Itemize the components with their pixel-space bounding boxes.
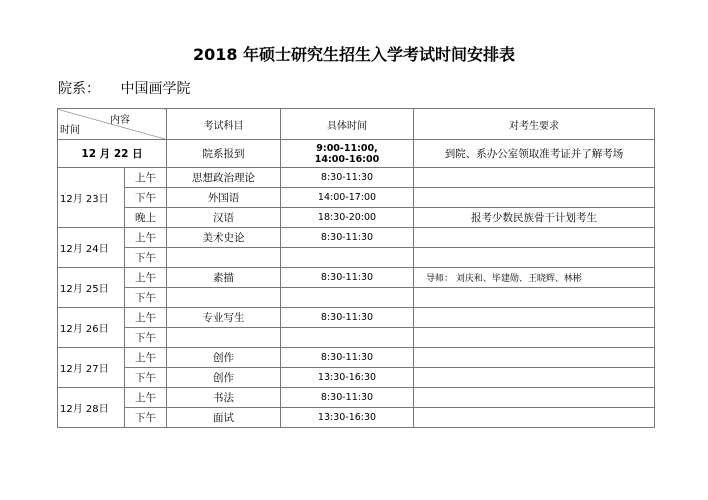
time-cell [281, 328, 414, 348]
subject-cell [167, 328, 281, 348]
time-cell: 8:30-11:30 [281, 168, 414, 188]
time-cell: 8:30-11:30 [281, 268, 414, 288]
time-cell: 13:30-16:30 [281, 408, 414, 428]
table-row [58, 208, 655, 228]
time-cell: 13:30-16:30 [281, 368, 414, 388]
date-cell: 12月 25日 [58, 268, 125, 308]
header-subject: 考试科目 [167, 109, 281, 140]
diagonal-header-cell [58, 109, 167, 140]
period-cell: 晚上 [125, 208, 167, 228]
table-row [58, 348, 655, 368]
registration-subject: 院系报到 [167, 140, 281, 168]
period-cell: 下午 [125, 188, 167, 208]
period-cell: 上午 [125, 168, 167, 188]
note-cell [414, 168, 655, 188]
table-row [58, 168, 655, 188]
subject-cell: 专业写生 [167, 308, 281, 328]
date-cell: 12月 28日 [58, 388, 125, 428]
time-cell: 18:30-20:00 [281, 208, 414, 228]
registration-row [58, 140, 655, 168]
date-cell: 12月 24日 [58, 228, 125, 268]
schedule-table [57, 108, 655, 428]
period-cell: 下午 [125, 408, 167, 428]
period-cell: 下午 [125, 288, 167, 308]
subject-cell: 面试 [167, 408, 281, 428]
time-cell: 8:30-11:30 [281, 388, 414, 408]
period-cell: 上午 [125, 388, 167, 408]
note-cell: 报考少数民族骨干计划考生 [414, 208, 655, 228]
header-content: 内容 [110, 115, 130, 126]
table-row [58, 328, 655, 348]
tutor-note-cell: 导师： 刘庆和、毕建勋、王晓辉、林彬 [414, 268, 655, 288]
registration-requirement: 到院、系办公室领取准考证并了解考场 [414, 140, 655, 168]
table-row [58, 308, 655, 328]
note-cell [414, 308, 655, 328]
subject-cell: 创作 [167, 348, 281, 368]
period-cell: 上午 [125, 228, 167, 248]
table-row [58, 268, 655, 288]
subject-cell: 外国语 [167, 188, 281, 208]
header-requirements: 对考生要求 [414, 109, 655, 140]
note-cell [414, 288, 655, 308]
header-specific-time: 具体时间 [281, 109, 414, 140]
date-cell: 12月 26日 [58, 308, 125, 348]
header-row [58, 109, 655, 140]
note-cell [414, 228, 655, 248]
period-cell: 下午 [125, 328, 167, 348]
department-label: 院系： [58, 81, 100, 97]
note-cell [414, 328, 655, 348]
period-cell: 下午 [125, 368, 167, 388]
subject-cell [167, 248, 281, 268]
table-row [58, 188, 655, 208]
subject-cell: 书法 [167, 388, 281, 408]
note-cell [414, 248, 655, 268]
time-cell: 8:30-11:30 [281, 228, 414, 248]
subject-cell: 美术史论 [167, 228, 281, 248]
registration-date: 12 月 22 日 [58, 140, 167, 168]
time-cell [281, 248, 414, 268]
department-value: 中国画学院 [120, 81, 191, 97]
period-cell: 上午 [125, 308, 167, 328]
department-line [58, 78, 190, 98]
registration-time [281, 140, 414, 168]
subject-cell: 思想政治理论 [167, 168, 281, 188]
table-row [58, 408, 655, 428]
date-cell: 12月 27日 [58, 348, 125, 388]
subject-cell: 素描 [167, 268, 281, 288]
subject-cell: 汉语 [167, 208, 281, 228]
time-cell: 14:00-17:00 [281, 188, 414, 208]
period-cell: 下午 [125, 248, 167, 268]
time-cell [281, 288, 414, 308]
subject-cell [167, 288, 281, 308]
registration-time-line1: 9:00-11:00, [316, 142, 378, 154]
table-row [58, 368, 655, 388]
period-cell: 上午 [125, 348, 167, 368]
registration-time-line2: 14:00-16:00 [314, 153, 380, 165]
table-row [58, 228, 655, 248]
note-cell [414, 348, 655, 368]
time-cell: 8:30-11:30 [281, 348, 414, 368]
header-time: 时间 [60, 125, 80, 136]
table-row [58, 288, 655, 308]
subject-cell: 创作 [167, 368, 281, 388]
period-cell: 上午 [125, 268, 167, 288]
note-cell [414, 408, 655, 428]
date-cell: 12月 23日 [58, 168, 125, 228]
page-title: 2018 年硕士研究生招生入学考试时间安排表 [192, 45, 516, 64]
note-cell [414, 368, 655, 388]
note-cell [414, 388, 655, 408]
time-cell: 8:30-11:30 [281, 308, 414, 328]
table-row [58, 388, 655, 408]
note-cell [414, 188, 655, 208]
table-row [58, 248, 655, 268]
